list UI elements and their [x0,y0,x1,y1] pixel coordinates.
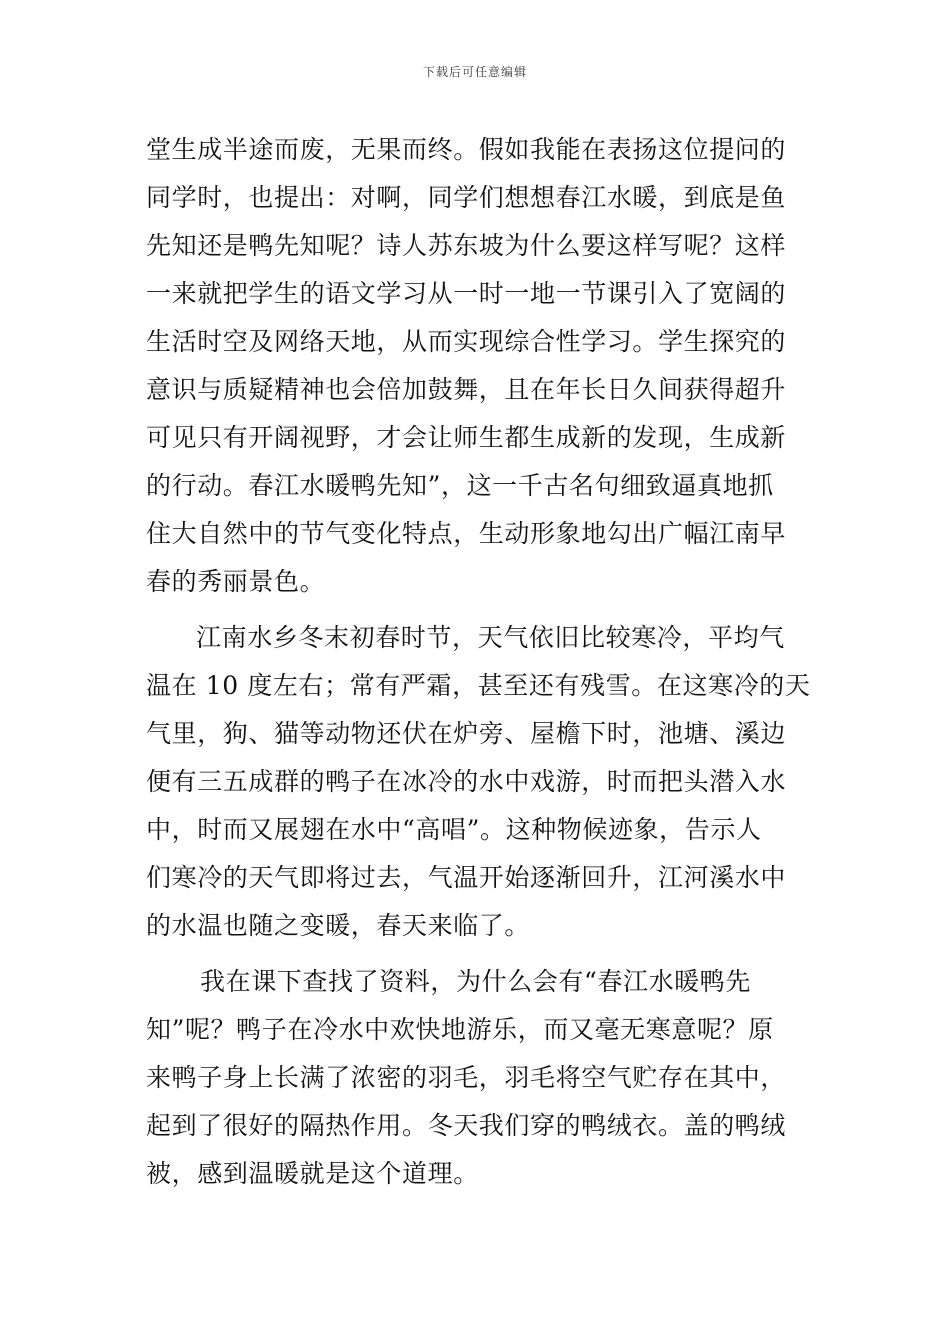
text-line: 意识与质疑精神也会倍加鼓舞，且在年长日久间获得超升 [146,375,787,404]
text-line: 来鸭子身上长满了浓密的羽毛，羽毛将空气贮存在其中， [146,1063,787,1092]
text-line: 同学时，也提出：对啊，同学们想想春江水暖，到底是鱼 [146,183,787,212]
text-line: 气里，狗、猫等动物还伏在炉旁、屋檐下时，池塘、溪边 [146,719,787,748]
text-line: 起到了很好的隔热作用。冬天我们穿的鸭绒衣。盖的鸭绒 [146,1111,787,1140]
text-line: 知”呢？鸭子在冷水中欢快地游乐，而又毫无寒意呢？原 [146,1015,774,1044]
text-line: 先知还是鸭先知呢？诗人苏东坡为什么要这样写呢？这样 [146,231,787,260]
text-line: 堂生成半途而废，无果而终。假如我能在表扬这位提问的 [146,135,787,164]
text-line: 可见只有开阔视野，才会让师生都生成新的发现，生成新 [146,423,787,452]
text-line: 的行动。春江水暖鸭先知”，这一千古名句细致逼真地抓 [146,471,774,500]
text-line: 被，感到温暖就是这个道理。 [146,1159,479,1188]
page-header: 下载后可任意编辑 [422,65,527,79]
paragraph-2 [146,614,811,950]
text-line: 的水温也随之变暖，春天来临了。 [146,911,531,940]
text-line: 住大自然中的节气变化特点，生动形象地勾出广幅江南早 [146,519,787,548]
text-line: 春的秀丽景色。 [146,567,326,596]
paragraph-gap [146,606,808,614]
text-line: 温在 10 度左右；常有严霜，甚至还有残雪。在这寒冷的天 [146,671,811,700]
paragraph-gap [146,950,808,958]
document-body [146,126,811,1198]
text-line: 便有三五成群的鸭子在冰冷的水中戏游，时而把头潜入水 [146,767,787,796]
text-line: 中，时而又展翅在水中“高唱”。这种物候迹象，告示人 [146,815,762,844]
text-line: 生活时空及网络天地，从而实现综合性学习。学生探究的 [146,327,787,356]
paragraph-1 [146,126,808,606]
text-line: 我在课下查找了资料，为什么会有“春江水暖鸭先 [200,967,751,996]
text-line: 江南水乡冬末初春时节，天气依旧比较寒冷，平均气 [196,623,785,652]
text-line: 一来就把学生的语文学习从一时一地一节课引入了宽阔的 [146,279,787,308]
text-line: 们寒冷的天气即将过去，气温开始逐渐回升，江河溪水中 [146,863,787,892]
paragraph-3 [146,958,808,1198]
